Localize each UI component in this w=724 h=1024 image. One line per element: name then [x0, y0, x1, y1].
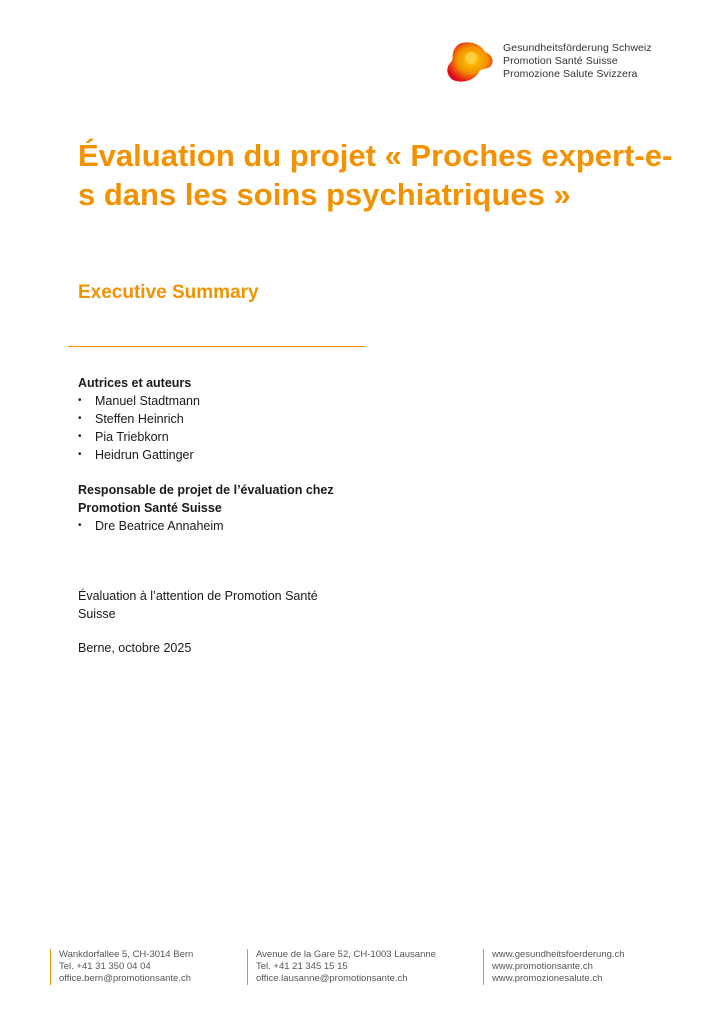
authors-list	[78, 392, 200, 464]
footer-address: Avenue de la Gare 52, CH-1003 Lausanne	[256, 949, 436, 960]
responsible-section	[78, 481, 334, 535]
responsible-item: • Dre Beatrice Annaheim	[78, 517, 334, 535]
evaluation-note: Évaluation à l’attention de Promotion Santé Suisse	[78, 589, 318, 621]
title-divider	[68, 346, 365, 347]
footer-lausanne	[247, 949, 436, 985]
logo-text-line: Gesundheitsförderung Schweiz	[503, 42, 652, 54]
logo-text-line: Promotion Santé Suisse	[503, 55, 618, 67]
responsible-list	[78, 517, 334, 535]
author-item: • Heidrun Gattinger	[78, 446, 200, 464]
footer-email[interactable]: office.lausanne@promotionsante.ch	[256, 973, 408, 984]
document-title: Évaluation du projet « Proches expert-e-s dans les soins psychiatriques »	[78, 138, 673, 212]
author-item: • Manuel Stadtmann	[78, 392, 200, 410]
logo-mark-icon	[445, 40, 497, 84]
author-item: • Pia Triebkorn	[78, 428, 200, 446]
author-item: • Steffen Heinrich	[78, 410, 200, 428]
responsible-heading-line1: Responsable de projet de l’évaluation chez	[78, 483, 334, 497]
authors-section	[78, 374, 200, 464]
footer-phone: Tel. +41 21 345 15 15	[256, 961, 348, 972]
footer-address: Wankdorfallee 5, CH-3014 Bern	[59, 949, 194, 960]
footer-website[interactable]: www.promozionesalute.ch	[492, 973, 603, 984]
footer-website[interactable]: www.promotionsante.ch	[492, 961, 593, 972]
logo-text-line: Promozione Salute Svizzera	[503, 68, 638, 80]
footer-websites	[483, 949, 625, 985]
responsible-heading-line2: Promotion Santé Suisse	[78, 501, 222, 515]
footer-phone: Tel. +41 31 350 04 04	[59, 961, 151, 972]
authors-heading: Autrices et auteurs	[78, 376, 192, 390]
place-date: Berne, octobre 2025	[78, 641, 192, 655]
footer-bern	[50, 949, 193, 985]
footer-website[interactable]: www.gesundheitsfoerderung.ch	[492, 949, 625, 960]
organization-logo	[445, 40, 675, 84]
document-subtitle: Executive Summary	[78, 282, 259, 303]
footer-email[interactable]: office.bern@promotionsante.ch	[59, 973, 191, 984]
